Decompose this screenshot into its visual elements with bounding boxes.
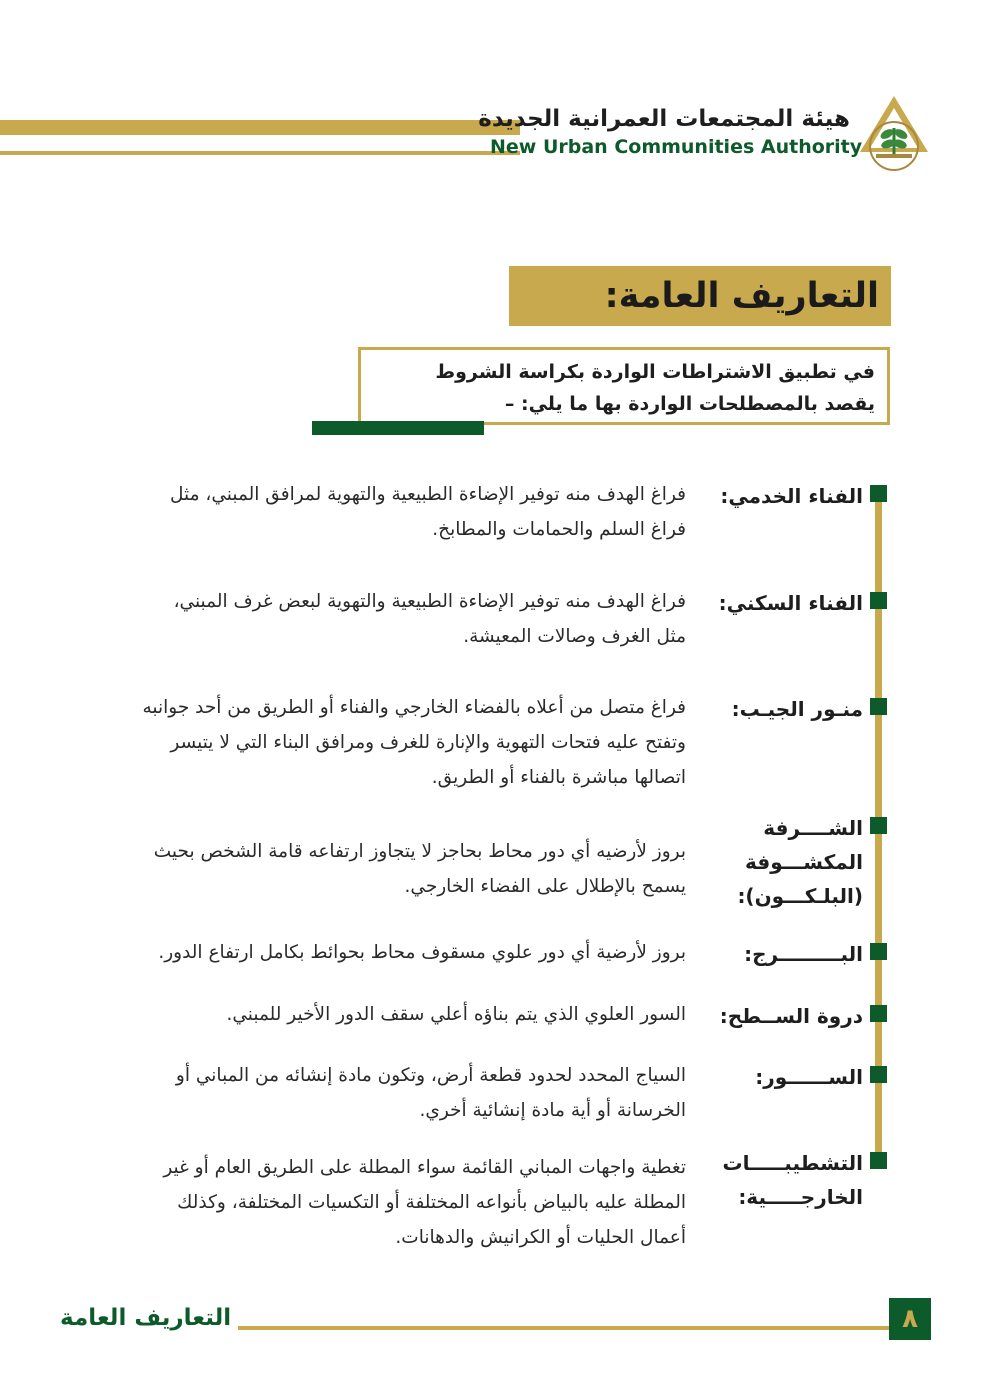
term-fence: الســــــور: (755, 1065, 863, 1089)
bullet-square (870, 1066, 887, 1083)
definition-roof-parapet: السور العلوي الذي يتم بناؤه أعلي سقف الدور الأخير للمبني. (226, 1004, 686, 1025)
definition-pocket-light-well: فراغ متصل من أعلاه بالفضاء الخارجي والفناء أو الطريق من أحد جوانبه وتفتح عليه فتحات التهوية والإنارة للغرف ومرافق البناء التي لا يتيسر اتصالها مباشرة بالفناء أو الطريق. (142, 697, 686, 788)
footer-section-title: التعاريف العامة (60, 1305, 232, 1331)
bullet-square (870, 592, 887, 609)
bullet-square (870, 1005, 887, 1022)
header-gold-line (0, 151, 520, 155)
bullet-square (870, 1152, 887, 1169)
footer-gold-line (238, 1326, 890, 1330)
org-name-english: New Urban Communities Authority (490, 136, 863, 158)
definition-service-courtyard: فراغ الهدف منه توفير الإضاءة الطبيعية والتهوية لمرافق المبني، مثل فراغ السلم والحمامات والمطابخ. (170, 484, 686, 540)
definition-exterior-finishes: تغطية واجهات المباني القائمة سواء المطلة على الطريق العام أو غير المطلة عليه بالبياض بأنواعه المختلفة أو التكسيات المختلفة، وكذلك أعمال الحليات أو الكرانيش والدهانات. (163, 1157, 686, 1248)
definition-tower: بروز لأرضية أي دور علوي مسقوف محاط بحوائط بكامل ارتفاع الدور. (158, 942, 686, 963)
section-title-banner (509, 266, 891, 326)
nuca-logo-icon (858, 94, 930, 174)
intro-line-1: في تطبيق الاشتراطات الواردة بكراسة الشروط (435, 361, 875, 383)
definition-open-balcony: بروز لأرضيه أي دور محاط بحاجز لا يتجاوز ارتفاعه قامة الشخص بحيث يسمح بالإطلال على الفضاء الخارجي. (153, 841, 686, 897)
intro-green-bar (312, 421, 484, 435)
bullet-square (870, 817, 887, 834)
term-roof-parapet: دروة الســطح: (719, 1004, 863, 1028)
intro-line-2: يقصد بالمصطلحات الواردة بها ما يلي: – (504, 393, 875, 415)
term-tower: البـــــــــرج: (744, 942, 863, 966)
header-gold-bar (0, 120, 520, 135)
definition-residential-courtyard: فراغ الهدف منه توفير الإضاءة الطبيعية والتهوية لبعض غرف المبني، مثل الغرف وصالات المعيشة. (173, 591, 686, 647)
intro-box (358, 347, 890, 425)
bullet-square (870, 698, 887, 715)
bullet-square (870, 943, 887, 960)
page-number: ٨ (889, 1298, 931, 1340)
term-residential-courtyard: الفناء السكني: (718, 591, 863, 615)
bullet-square (870, 485, 887, 502)
definition-fence: السياج المحدد لحدود قطعة أرض، وتكون مادة إنشائه من المباني أو الخرسانة أو أية مادة إنشائية أخري. (175, 1065, 686, 1121)
org-name-arabic: هيئة المجتمعات العمرانية الجديدة (478, 106, 850, 132)
term-service-courtyard: الفناء الخدمي: (720, 484, 863, 508)
section-title: التعاريف العامة: (604, 276, 879, 316)
term-open-balcony: الشــــرفة المكشـــوفة (البلـكـــون): (737, 816, 863, 908)
term-pocket-light-well: منـور الجيـب: (731, 697, 863, 721)
term-exterior-finishes: التشطيبـــــات الخارجـــــية: (722, 1151, 863, 1209)
